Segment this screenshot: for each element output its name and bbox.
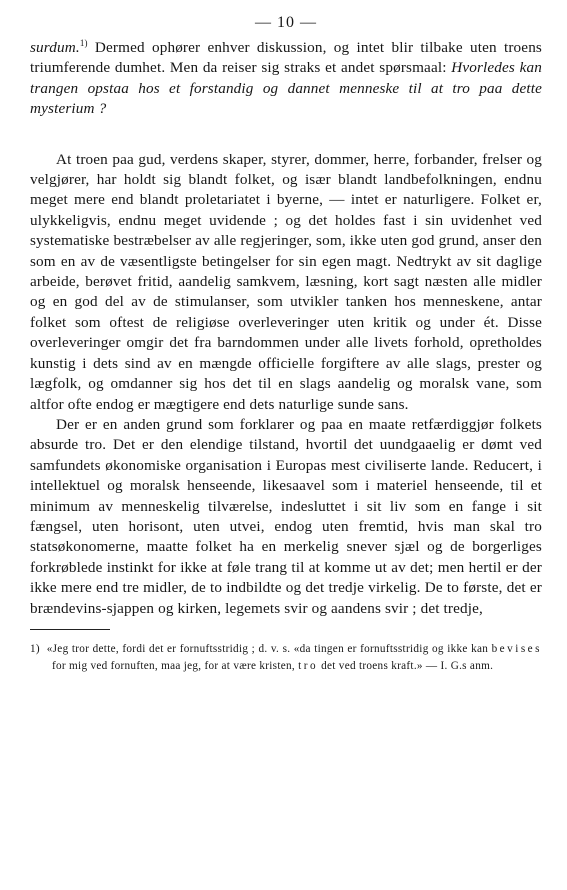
body-paragraph-1: At troen paa gud, verdens skaper, styrer, dommer, herre, forbander, frelser og velgjører, har holdt sig blandt folket, og især blandt landbefolkningen, endnu meget mere end blandt proletariatet i byerne, — intet er naturligere. Folket er, ulykkeligvis, endnu meget uvidende ; og det holdes fast i sin uvidenhet ved systematiske bestræbelser av alle regjeringer, som, ikke uten god grund, anser den som en av de væsentligste betingelser for sin egen magt. Nedtrykt av sit daglige arbeide, berøvet fritid, aandelig samkvem, læsning, kort sagt næsten alle midler og en god del av de stimulanser, som utvikler tanken hos menneskene, antar folket som oftest de religiøse overleveringer uten kritik og under ét. Disse overleveringer omgir det fra barndommen under alle livets forhold, opretholdes kunstig i dets sind av en mængde officielle forgiftere av alle slags, prester og lægfolk, og omdanner sig hos det til en slags aandelig og moralsk vane, som altfor ofte endog er mægtigere end dets naturlige sunde sans. bbox=[30, 150, 542, 413]
footnote-text-b: for mig ved fornuften, maa jeg, for at være kristen, bbox=[52, 659, 299, 672]
footnote-reference: 1) bbox=[79, 37, 88, 48]
footnote-spaced-word-2: tro bbox=[298, 659, 319, 672]
footnote-mark: 1) bbox=[30, 643, 40, 656]
document-page bbox=[30, 14, 542, 685]
footnote-spaced-word-1: bevises bbox=[491, 643, 542, 656]
footnote bbox=[30, 641, 542, 674]
intro-text: Dermed ophører enhver diskussion, og intet blir tilbake uten troens triumferende dumhet. Men da reiser sig straks et andet spørsmaal: bbox=[30, 39, 542, 77]
body-paragraph-2: Der er en anden grund som forklarer og paa en maate retfærdiggjør folkets absurde tro. Det er den elendige tilstand, hvortil det uundgaaelig er dømt ved samfundets økonomiske organisation i Europas mest civiliserte lande. Reducert, i intellektuel og moralsk henseende, likesaavel som i materiel henseende, til et minimum av menneskelig tilværelse, indesluttet i sit liv som en fange i sit fængsel, uten horisont, uten utvei, endog uten fremtid, hvis man skal tro statsøkonomerne, maatte folket ha en merkelig snever sjæl og de borgerliges forkrøblede instinkt for ikke at føle trang til at komme ut av det; men hertil er der ikke mere end tre midler, de to indbildte og det tredje virkelig. De to første, det er brændevins-sjappen og kirken, legemets svir og aandens svir ; det tredje, bbox=[30, 415, 542, 617]
footnote-text-a: «Jeg tror dette, fordi det er fornuftsstridig ; d. v. s. «da tingen er fornuftsstridig og ikke kan bbox=[46, 643, 492, 656]
paragraph-gap bbox=[30, 120, 542, 150]
page-number: — 10 — bbox=[255, 14, 317, 31]
intro-paragraph bbox=[30, 38, 542, 120]
intro-lead: surdum. bbox=[30, 39, 80, 56]
intro-question: Hvorledes kan trangen opstaa hos et forstandig og dannet menneske til at tro paa dette mysterium ? bbox=[30, 59, 542, 118]
footnote-divider bbox=[30, 629, 110, 630]
footnote-text-c: det ved troens kraft.» — I. G.s anm. bbox=[318, 659, 494, 672]
